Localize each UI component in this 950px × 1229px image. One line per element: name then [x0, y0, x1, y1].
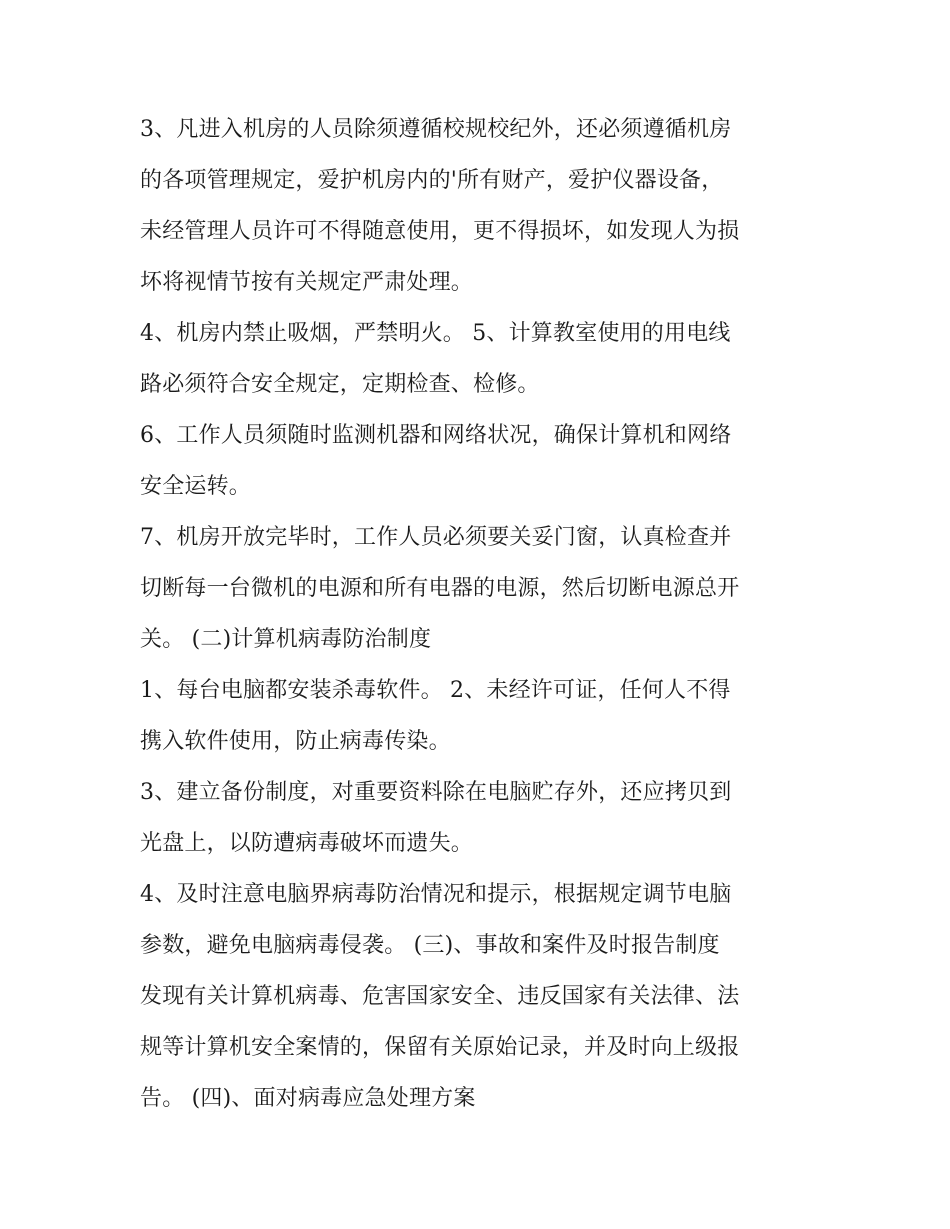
text-line: 4、及时注意电脑界病毒防治情况和提示，根据规定调节电脑	[140, 882, 732, 907]
text-line: 1、每台电脑都安装杀毒软件。 2、未经许可证，任何人不得	[140, 678, 731, 703]
text-line: 安全运转。	[140, 474, 252, 499]
document-body	[140, 104, 820, 1124]
text-line: 光盘上，以防遭病毒破坏而遗失。	[140, 831, 474, 856]
text-line: 7、机房开放完毕时，工作人员必须要关妥门窗，认真检查并	[140, 525, 732, 550]
text-line: 3、建立备份制度，对重要资料除在电脑贮存外，还应拷贝到	[140, 780, 732, 805]
text-line: 发现有关计算机病毒、危害国家安全、违反国家有关法律、法	[140, 984, 740, 1009]
text-line: 路必须符合安全规定，定期检查、检修。	[140, 372, 540, 397]
text-line: 切断每一台微机的电源和所有电器的电源，然后切断电源总开	[140, 576, 740, 601]
text-line: 6、工作人员须随时监测机器和网络状况，确保计算机和网络	[140, 423, 732, 448]
text-line: 4、机房内禁止吸烟，严禁明火。 5、计算教室使用的用电线	[140, 321, 731, 346]
text-line: 的各项管理规定，爱护机房内的'所有财产，爱护仪器设备，	[140, 168, 724, 193]
text-line: 告。 (四)、面对病毒应急处理方案	[140, 1086, 476, 1111]
text-line: 携入软件使用，防止病毒传染。	[140, 729, 451, 754]
text-line: 坏将视情节按有关规定严肃处理。	[140, 270, 474, 295]
text-line: 未经管理人员许可不得随意使用，更不得损坏，如发现人为损	[140, 219, 740, 244]
text-line: 关。 (二)计算机病毒防治制度	[140, 627, 432, 652]
text-line: 参数，避免电脑病毒侵袭。 (三)、事故和案件及时报告制度	[140, 933, 720, 958]
text-line: 规等计算机安全案情的，保留有关原始记录，并及时向上级报	[140, 1035, 740, 1060]
text-line: 3、凡进入机房的人员除须遵循校规校纪外，还必须遵循机房	[140, 117, 732, 142]
